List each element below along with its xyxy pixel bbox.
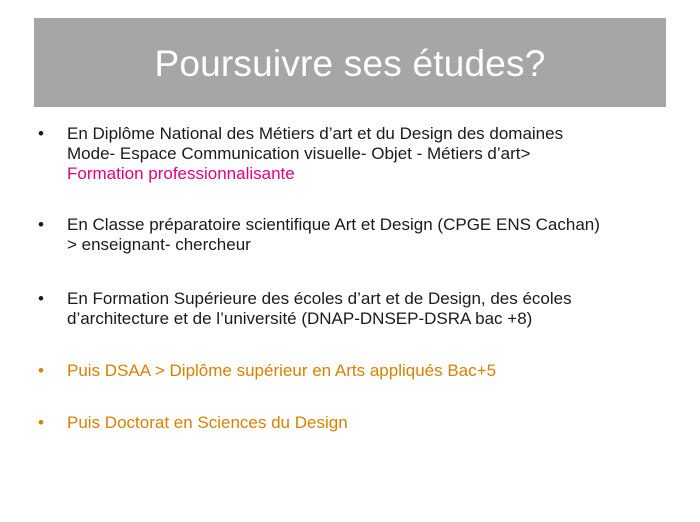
bullet-dot: •	[38, 215, 44, 234]
slide-title: Poursuivre ses études?	[154, 42, 546, 84]
bullet-text-line: En Formation Supérieure des écoles d’art et de Design, des écoles	[67, 289, 572, 308]
bullet-dot: •	[38, 289, 44, 308]
bullet-dot: •	[38, 413, 44, 432]
bullet-item-dnmade	[38, 124, 678, 184]
bullet-text-line: d’architecture et de l’université (DNAP-DNSEP-DSRA bac +8)	[67, 309, 533, 328]
bullet-item-cpge	[38, 215, 678, 255]
bullet-text-line: En Diplôme National des Métiers d’art et du Design des domaines	[67, 124, 564, 143]
bullet-text-line: Mode- Espace Communication visuelle- Objet - Métiers d’art>	[67, 144, 531, 163]
bullet-highlight: Formation professionnalisante	[67, 164, 295, 183]
title-bar	[34, 18, 666, 107]
bullet-text-line: > enseignant- chercheur	[67, 235, 251, 254]
bullet-text-line: Puis Doctorat en Sciences du Design	[67, 413, 348, 432]
bullet-item-doctorat	[38, 413, 678, 433]
bullet-dot: •	[38, 124, 44, 143]
bullet-text-line: En Classe préparatoire scientifique Art et Design (CPGE ENS Cachan)	[67, 215, 600, 234]
bullet-item-dsaa	[38, 361, 678, 381]
bullet-list	[38, 124, 678, 433]
bullet-item-formation-superieure	[38, 289, 678, 329]
bullet-text-line: Puis DSAA > Diplôme supérieur en Arts appliqués Bac+5	[67, 361, 497, 380]
bullet-dot: •	[38, 361, 44, 380]
